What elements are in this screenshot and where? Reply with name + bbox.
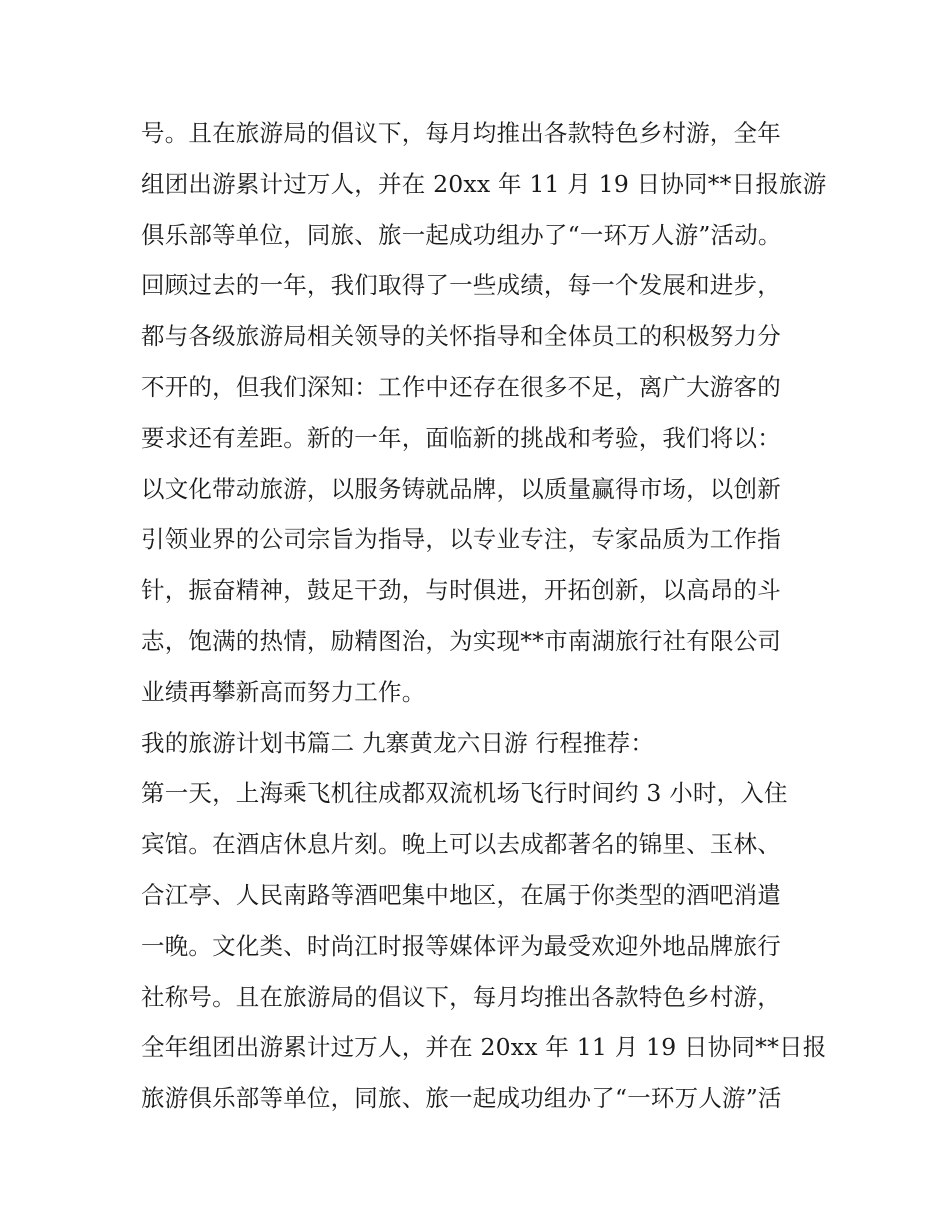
text-line: 针，振奋精神，鼓足干劲，与时俱进，开拓创新，以高昂的斗	[141, 576, 781, 605]
text-line: 组团出游累计过万人，并在 20xx 年 11 月 19 日协同**日报旅游	[141, 169, 827, 198]
text-line: 合江亭、人民南路等酒吧集中地区，在属于你类型的酒吧消遣	[141, 880, 781, 909]
text-line: 不开的，但我们深知：工作中还存在很多不足，离广大游客的	[141, 372, 781, 401]
text-line: 旅游俱乐部等单位，同旅、旅一起成功组办了“一环万人游”活	[141, 1084, 782, 1113]
text-line: 回顾过去的一年，我们取得了一些成绩，每一个发展和进步，	[141, 271, 781, 300]
text-line: 号。且在旅游局的倡议下，每月均推出各款特色乡村游，全年	[141, 119, 781, 147]
text-line: 一晚。文化类、时尚江时报等媒体评为最受欢迎外地品牌旅行	[141, 931, 781, 960]
text-line: 志，饱满的热情，励精图治，为实现**市南湖旅行社有限公司	[141, 626, 782, 655]
body-text	[141, 108, 827, 1124]
text-line: 引领业界的公司宗旨为指导，以专业专注，专家品质为工作指	[141, 525, 781, 554]
text-line: 要求还有差距。新的一年，面临新的挑战和考验，我们将以：	[141, 423, 781, 452]
text-line: 社称号。且在旅游局的倡议下，每月均推出各款特色乡村游，	[141, 982, 781, 1011]
text-line: 以文化带动旅游，以服务铸就品牌，以质量赢得市场，以创新	[141, 474, 781, 503]
section-heading: 我的旅游计划书篇二 九寨黄龙六日游 行程推荐：	[141, 728, 655, 757]
text-line: 全年组团出游累计过万人，并在 20xx 年 11 月 19 日协同**日报	[141, 1033, 827, 1062]
text-line: 宾馆。在酒店休息片刻。晚上可以去成都著名的锦里、玉林、	[141, 830, 781, 859]
text-line: 俱乐部等单位，同旅、旅一起成功组办了“一环万人游”活动。	[141, 220, 782, 249]
text-line: 第一天，上海乘飞机往成都双流机场飞行时间约 3 小时，入住	[141, 779, 788, 808]
text-line: 都与各级旅游局相关领导的关怀指导和全体员工的积极努力分	[141, 322, 781, 351]
text-line: 业绩再攀新高而努力工作。	[141, 677, 426, 706]
